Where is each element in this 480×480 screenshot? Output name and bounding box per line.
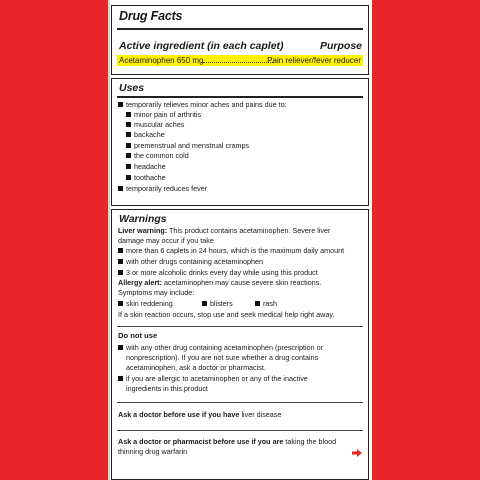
bullet-square bbox=[126, 112, 131, 117]
uses-item: muscular aches bbox=[126, 120, 184, 129]
ask-pharmacist-cont: thinning drug warfarin bbox=[118, 447, 188, 456]
bullet-square bbox=[118, 345, 123, 350]
symptom-item: rash bbox=[255, 299, 277, 308]
warnings-title: Warnings bbox=[119, 213, 167, 225]
ask-doctor: Ask a doctor before use if you have liver disease bbox=[118, 410, 282, 419]
purpose-heading: Purpose bbox=[319, 40, 362, 52]
uses-title: Uses bbox=[119, 82, 145, 94]
uses-intro: temporarily relieves minor aches and pains due to: bbox=[118, 100, 287, 109]
symptom-item: blisters bbox=[202, 299, 233, 308]
bullet-square bbox=[118, 248, 123, 253]
drug-facts-header-box bbox=[111, 5, 369, 75]
bullet-square bbox=[118, 102, 123, 107]
do-not-use-item: if you are allergic to acetaminophen or any of the inactive bbox=[118, 374, 308, 383]
do-not-use-item-cont: acetaminophen, ask a doctor or pharmacist. bbox=[126, 363, 266, 372]
bullet-square bbox=[118, 259, 123, 264]
bullet-square bbox=[118, 270, 123, 275]
uses-box bbox=[111, 78, 369, 206]
uses-item: headache bbox=[126, 162, 166, 171]
bullet-square bbox=[126, 132, 131, 137]
section-divider bbox=[117, 402, 363, 403]
skin-reaction-note: If a skin reaction occurs, stop use and seek medical help right away. bbox=[118, 310, 335, 319]
symptoms-intro: Symptoms may include: bbox=[118, 288, 195, 297]
ask-pharmacist: Ask a doctor or pharmacist before use if you are taking the blood bbox=[118, 437, 337, 446]
allergy-alert: Allergy alert: acetaminophen may cause severe skin reactions. bbox=[118, 278, 322, 287]
dotted-leader bbox=[203, 62, 273, 63]
uses-item: the common cold bbox=[126, 151, 189, 160]
active-ingredient-heading: Active ingredient (in each caplet) bbox=[119, 40, 284, 52]
drug-facts-title: Drug Facts bbox=[119, 9, 183, 23]
do-not-use-item: with any other drug containing acetaminophen (prescription or bbox=[118, 343, 323, 352]
bullet-square bbox=[118, 186, 123, 191]
do-not-use-item-cont: ingredients in this product bbox=[126, 384, 208, 393]
uses-item: minor pain of arthritis bbox=[126, 110, 201, 119]
bullet-square bbox=[126, 164, 131, 169]
do-not-use-heading: Do not use bbox=[118, 331, 158, 340]
continue-arrow-icon bbox=[352, 449, 362, 457]
bullet-square bbox=[126, 122, 131, 127]
liver-item: 3 or more alcoholic drinks every day while using this product bbox=[118, 268, 318, 277]
section-divider bbox=[117, 326, 363, 327]
liver-warning: Liver warning: This product contains acetaminophen. Severe liver bbox=[118, 226, 331, 235]
uses-item: backache bbox=[126, 130, 165, 139]
bullet-square bbox=[118, 376, 123, 381]
symptom-item: skin reddening bbox=[118, 299, 173, 308]
do-not-use-item-cont: nonprescription). If you are not sure whether a drug contains bbox=[126, 353, 319, 362]
warnings-box bbox=[111, 209, 369, 480]
bullet-square bbox=[126, 143, 131, 148]
ingredient-row bbox=[117, 55, 363, 66]
bullet-square bbox=[255, 301, 260, 306]
liver-warning-cont: damage may occur if you take bbox=[118, 236, 214, 245]
liver-item: with other drugs containing acetaminophen bbox=[118, 257, 263, 266]
ingredient-name: Acetaminophen 650 mg bbox=[119, 56, 204, 65]
section-divider bbox=[117, 430, 363, 431]
bullet-square bbox=[126, 153, 131, 158]
uses-divider bbox=[117, 96, 363, 98]
bullet-square bbox=[202, 301, 207, 306]
bullet-square bbox=[118, 301, 123, 306]
uses-item: toothache bbox=[126, 173, 166, 182]
bullet-square bbox=[126, 175, 131, 180]
liver-item: more than 6 caplets in 24 hours, which is the maximum daily amount bbox=[118, 246, 344, 255]
header-divider bbox=[117, 28, 363, 30]
uses-item: premenstrual and menstrual cramps bbox=[126, 141, 249, 150]
ingredient-purpose: Pain reliever/fever reducer bbox=[267, 56, 361, 65]
uses-fever: temporarily reduces fever bbox=[118, 184, 207, 193]
